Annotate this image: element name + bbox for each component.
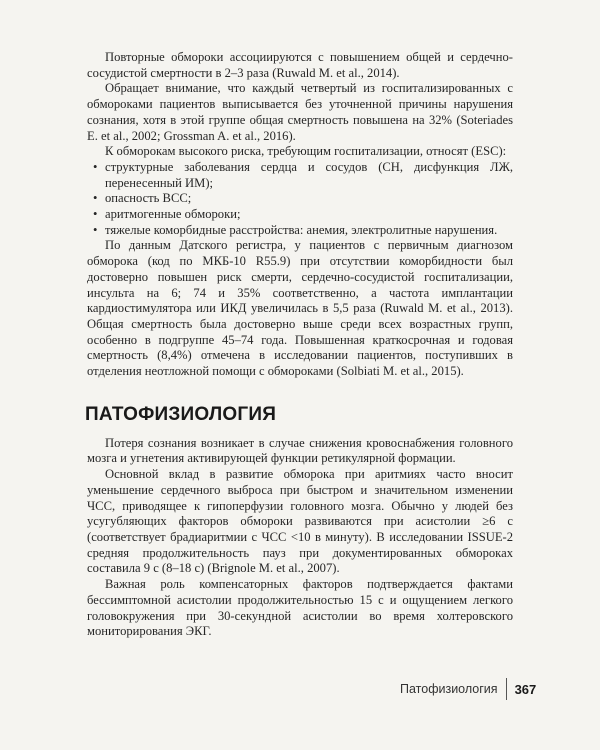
page-footer: [400, 676, 536, 702]
list-item: • аритмогенные обмороки;: [87, 207, 513, 223]
paragraph: По данным Датского регистра, у пациентов с первичным диагнозом обморока (код по МКБ-10 R55.9) при отсутствии коморбидности был достоверно повышен риск смерти, сердечно-сосудистой госпитализации, инсульта на 6; 74 и 35% соответственно, а частота имплантации кардиостимулятора или ИКД увеличилась в 5,5 раза (Ruwald M. et al., 2013). Общая смертность была достоверно выше среди всех возрастных групп, особенно в подгруппе 45–74 года. Повышенная краткосрочная и годовая смертность (8,4%) отмечена в исследовании пациентов, поступивших в отделения неотложной помощи с обмороками (Solbiati M. et al., 2015).: [87, 238, 513, 379]
paragraph: Важная роль компенсаторных факторов подтверждается фактами бессимптомной асистолии продолжительностью 15 с и ощущением легкого головокружения при 30-секундной асистолии во время холтеровского мониторирования ЭКГ.: [87, 577, 513, 639]
page-body: [87, 50, 513, 640]
paragraph: Обращает внимание, что каждый четвертый из госпитализированных с обмороками пациентов выписывается без уточненной причины нарушения сознания, хотя в этой группе общая смертность повышена на 32% (Soteriades E. et al., 2002; Grossman A. et al., 2016).: [87, 81, 513, 143]
footer-divider: [506, 678, 507, 700]
list-item: • тяжелые коморбидные расстройства: анемия, электролитные нарушения.: [87, 223, 513, 239]
running-footer-title: Патофизиология: [400, 682, 498, 696]
risk-list: [87, 160, 513, 239]
paragraph: Потеря сознания возникает в случае снижения кровоснабжения головного мозга и угнетения активирующей функции ретикулярной формации.: [87, 435, 513, 466]
page-number: 367: [514, 681, 537, 697]
section-heading: ПАТОФИЗИОЛОГИЯ: [85, 403, 277, 425]
paragraph: К обморокам высокого риска, требующим госпитализации, относят (ESC):: [105, 144, 507, 159]
paragraph: Основной вклад в развитие обморока при аритмиях часто вносит уменьшение сердечного выброса при быстром и значительном изменении ЧСС, приводящее к гипоперфузии головного мозга. Обычно у людей без усугубляющих факторов обмороки развиваются при асистолии ≥6 с (соответствует брадиаритмии с ЧСС <10 в минуту). В исследовании ISSUE-2 средняя продолжительность пауз при документированных обмороках составила 9 с (8–18 с) (Brignole M. et al., 2007).: [87, 467, 513, 576]
list-item: • структурные заболевания сердца и сосудов (СН, дисфункция ЛЖ, перенесенный ИМ);: [87, 160, 513, 191]
list-item: • опасность ВСС;: [87, 191, 513, 207]
paragraph: Повторные обмороки ассоциируются с повышением общей и сердечно-сосудистой смертности в 2–3 раза (Ruwald M. et al., 2014).: [87, 50, 513, 80]
